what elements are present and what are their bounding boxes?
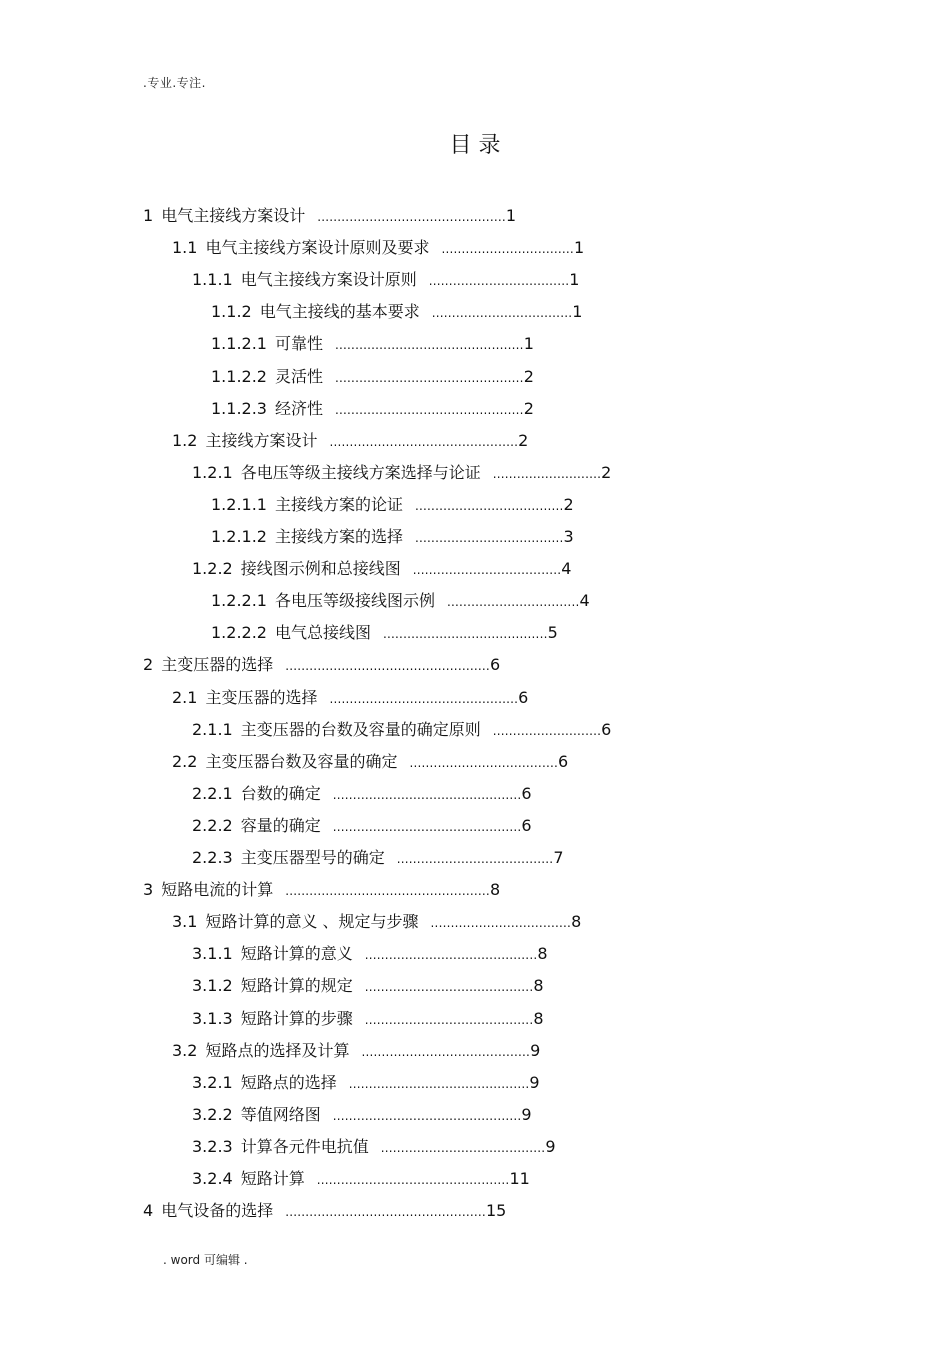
toc-entry	[192, 268, 579, 293]
toc-entry-leader: ...........................	[492, 466, 602, 481]
toc-entry	[192, 1167, 530, 1192]
toc-entry-title: 主变压器的台数及容量的确定原则	[240, 719, 481, 739]
toc-entry-page: 2	[523, 398, 534, 418]
toc-entry-number: 3.2.4	[192, 1169, 233, 1188]
toc-entry-page: 6	[521, 783, 532, 803]
toc-entry-leader: ..................................................	[285, 1205, 486, 1220]
toc-entry-page: 8	[533, 1008, 544, 1028]
toc-entry-title: 短路点的选择	[240, 1072, 337, 1092]
toc-entry-page: 1	[572, 302, 583, 322]
toc-entry-page: 6	[558, 751, 569, 771]
toc-entry-page: 1	[569, 270, 580, 290]
toc-entry	[172, 686, 528, 711]
toc-entry-page: 8	[571, 912, 582, 932]
toc-entry	[192, 782, 532, 807]
toc-entry-title: 接线图示例和总接线图	[240, 559, 401, 579]
toc-entry-number: 1.1.2.3	[211, 398, 267, 418]
toc-entry-leader: ...............................................	[317, 210, 506, 224]
toc-entry-number: 2.2.3	[192, 848, 233, 867]
toc-entry-page: 9	[545, 1136, 556, 1156]
toc-entry-title: 各电压等级主接线方案选择与论证	[240, 462, 481, 482]
toc-entry	[172, 750, 568, 775]
toc-entry-leader: .....................................	[415, 531, 564, 545]
toc-entry	[143, 204, 516, 229]
toc-entry-leader: .....................................	[409, 755, 559, 770]
toc-entry-number: 1.2.2.2	[211, 623, 267, 643]
toc-title: 目 录	[449, 133, 501, 158]
toc-entry-leader: ...................................................	[285, 659, 490, 674]
toc-entry-page: 4	[579, 591, 590, 611]
toc-entry-title: 电气主接线方案设计原则	[240, 270, 417, 290]
toc-entry-number: 3.2.3	[192, 1136, 233, 1156]
toc-entry-page: 6	[521, 815, 532, 835]
toc-entry-leader: ...........................	[492, 723, 602, 738]
toc-entry-number: 2	[143, 655, 154, 675]
toc-entry-page: 1	[523, 334, 534, 354]
toc-entry-page: 15	[485, 1201, 507, 1221]
toc-entry-page: 8	[489, 880, 501, 900]
toc-entry-leader: ...............................................	[335, 402, 524, 417]
toc-entry-number: 3.2.2	[192, 1104, 233, 1124]
toc-entry-number: 3.2	[172, 1040, 198, 1060]
toc-entry-title: 电气主接线方案设计	[161, 206, 306, 225]
toc-entry-leader: ...........................................	[364, 948, 538, 963]
toc-entry-page: 6	[601, 719, 612, 739]
toc-entry	[192, 718, 611, 743]
toc-entry	[143, 653, 500, 678]
toc-entry-title: 主变压器的选择	[161, 655, 274, 675]
toc-entry-leader: ...............................................	[332, 787, 522, 802]
toc-entry-page: 2	[523, 366, 534, 386]
toc-entry-leader: ...............................................	[329, 434, 519, 449]
toc-entry	[172, 429, 528, 454]
toc-entry-leader: .........................................	[383, 627, 548, 642]
toc-entry-leader: .........................................	[380, 1140, 546, 1155]
toc-entry-title: 主变压器台数及容量的确定	[205, 751, 398, 771]
toc-entry-leader: ...................................	[431, 306, 573, 321]
toc-entry-leader: ...................................	[428, 274, 570, 289]
footer-note: . word 可编辑 .	[163, 1253, 248, 1267]
toc-entry-title: 电气主接线方案设计原则及要求	[205, 238, 430, 258]
toc-entry-leader: ..........................................	[361, 1044, 531, 1059]
toc-entry-page: 1	[573, 238, 585, 258]
toc-entry-leader: .......................................	[396, 852, 554, 866]
toc-entry-title: 主变压器型号的确定	[240, 848, 385, 867]
toc-entry-title: 经济性	[274, 398, 323, 418]
toc-entry-number: 2.2	[172, 751, 198, 771]
toc-entry-title: 电气总接线图	[274, 623, 371, 643]
toc-entry-leader: .................................	[441, 242, 574, 257]
toc-entry-page: 8	[533, 976, 544, 996]
toc-entry-page: 2	[563, 494, 574, 514]
toc-entry-number: 1.1.1	[192, 270, 233, 290]
toc-entry	[211, 589, 590, 614]
toc-entry-number: 3.1.3	[192, 1008, 233, 1028]
toc-entry-page: 3	[563, 527, 574, 546]
toc-entry-title: 短路计算的步骤	[240, 1008, 353, 1028]
toc-entry	[143, 878, 500, 903]
toc-entry-number: 2.2.1	[192, 783, 233, 803]
toc-entry	[211, 300, 582, 325]
toc-entry-title: 容量的确定	[240, 815, 321, 835]
toc-entry-leader: ..........................................	[364, 980, 534, 995]
toc-entry	[192, 557, 571, 582]
toc-entry-title: 各电压等级接线图示例	[274, 591, 435, 611]
toc-entry-number: 3	[143, 880, 154, 900]
toc-entry-number: 2.2.2	[192, 815, 233, 835]
toc-entry-number: 2.1	[172, 687, 198, 707]
toc-entry	[192, 974, 544, 999]
toc-entry-title: 主接线方案的选择	[274, 527, 403, 546]
toc-entry-title: 短路计算的意义 、规定与步骤	[205, 912, 419, 932]
toc-entry-number: 1.1.2.1	[211, 334, 267, 354]
toc-entry	[172, 1039, 540, 1064]
toc-entry-title: 短路计算	[240, 1169, 305, 1188]
toc-entry-title: 短路计算的规定	[240, 976, 353, 996]
toc-entry-leader: .....................................	[415, 498, 564, 513]
toc-entry	[211, 493, 574, 518]
toc-entry-number: 3.1	[172, 912, 198, 932]
toc-entry	[211, 525, 574, 550]
toc-entry-title: 主接线方案的论证	[274, 494, 403, 514]
toc-entry-number: 1.1.2	[211, 302, 252, 322]
toc-entry-number: 1.2	[172, 430, 198, 450]
toc-entry	[192, 1135, 556, 1160]
toc-entry	[211, 365, 534, 390]
toc-entry-leader: ...............................................	[335, 338, 524, 353]
toc-entry-leader: ...................................	[430, 916, 572, 931]
toc-entry-leader: .................................	[447, 595, 580, 610]
toc-entry-number: 1.2.1.1	[211, 494, 267, 514]
toc-entry-number: 3.2.1	[192, 1072, 233, 1092]
toc-entry	[192, 1071, 540, 1096]
toc-entry-page: 8	[537, 944, 548, 964]
toc-entry-page: 4	[561, 559, 572, 579]
toc-entry-page: 6	[518, 687, 529, 707]
toc-entry	[211, 332, 534, 357]
toc-entry-number: 1.2.2.1	[211, 591, 267, 611]
toc-entry-page: 1	[505, 206, 517, 225]
toc-entry-leader: ...............................................	[332, 819, 522, 834]
toc-entry-page: 7	[553, 848, 564, 867]
toc-entry-page: 9	[530, 1040, 541, 1060]
toc-entry-leader: ...................................................	[285, 884, 490, 899]
toc-entry-title: 等值网络图	[240, 1104, 321, 1124]
toc-entry	[172, 236, 584, 261]
toc-entry-leader: .............................................	[348, 1076, 530, 1091]
toc-entry-leader: ..........................................	[364, 1012, 534, 1027]
toc-entry-page: 9	[521, 1104, 532, 1124]
toc-entry-title: 短路电流的计算	[161, 880, 274, 900]
toc-entry-title: 短路计算的意义	[240, 944, 353, 964]
toc-entry-leader: .....................................	[412, 563, 562, 578]
toc-entry	[192, 942, 548, 967]
toc-entry-title: 可靠性	[274, 334, 323, 354]
toc-entry-leader: ...............................................	[335, 370, 524, 385]
toc-entry-page: 9	[529, 1072, 540, 1092]
toc-entry	[192, 461, 611, 486]
toc-entry-title: 计算各元件电抗值	[240, 1136, 369, 1156]
toc-entry-page: 5	[547, 623, 558, 643]
toc-entry-number: 3.1.1	[192, 944, 233, 964]
toc-entry-title: 短路点的选择及计算	[205, 1040, 350, 1060]
toc-entry-number: 2.1.1	[192, 719, 233, 739]
toc-entry-title: 电气设备的选择	[161, 1201, 274, 1221]
toc-entry-title: 灵活性	[274, 366, 323, 386]
toc-entry-title: 电气主接线的基本要求	[259, 302, 420, 322]
toc-entry-number: 1.2.1	[192, 462, 233, 482]
toc-entry	[192, 1007, 544, 1032]
toc-entry	[192, 846, 564, 871]
toc-entry	[211, 397, 534, 422]
toc-entry	[211, 621, 558, 646]
toc-entry-title: 台数的确定	[240, 783, 321, 803]
toc-entry-page: 2	[601, 462, 612, 482]
toc-entry-leader: ................................................	[316, 1173, 510, 1187]
toc-entry-number: 1.1.2.2	[211, 366, 267, 386]
toc-entry-title: 主变压器的选择	[205, 687, 318, 707]
toc-entry-number: 4	[143, 1201, 154, 1221]
toc-entry	[192, 1103, 532, 1128]
toc-entry-number: 1.2.1.2	[211, 527, 267, 546]
toc-entry	[172, 910, 581, 935]
toc-entry-title: 主接线方案设计	[205, 430, 318, 450]
toc-entry-leader: ...............................................	[332, 1108, 522, 1123]
header-note: .专业.专注.	[143, 76, 206, 90]
toc-entry-leader: ...............................................	[329, 691, 519, 706]
toc-entry-page: 11	[509, 1169, 530, 1188]
toc-entry-number: 3.1.2	[192, 976, 233, 996]
toc-entry-number: 1.2.2	[192, 559, 233, 579]
toc-entry-page: 2	[518, 430, 529, 450]
toc-entry	[192, 814, 532, 839]
toc-entry-number: 1.1	[172, 238, 198, 258]
toc-entry	[143, 1199, 506, 1224]
toc-entry-page: 6	[489, 655, 501, 675]
toc-entry-number: 1	[143, 206, 154, 225]
